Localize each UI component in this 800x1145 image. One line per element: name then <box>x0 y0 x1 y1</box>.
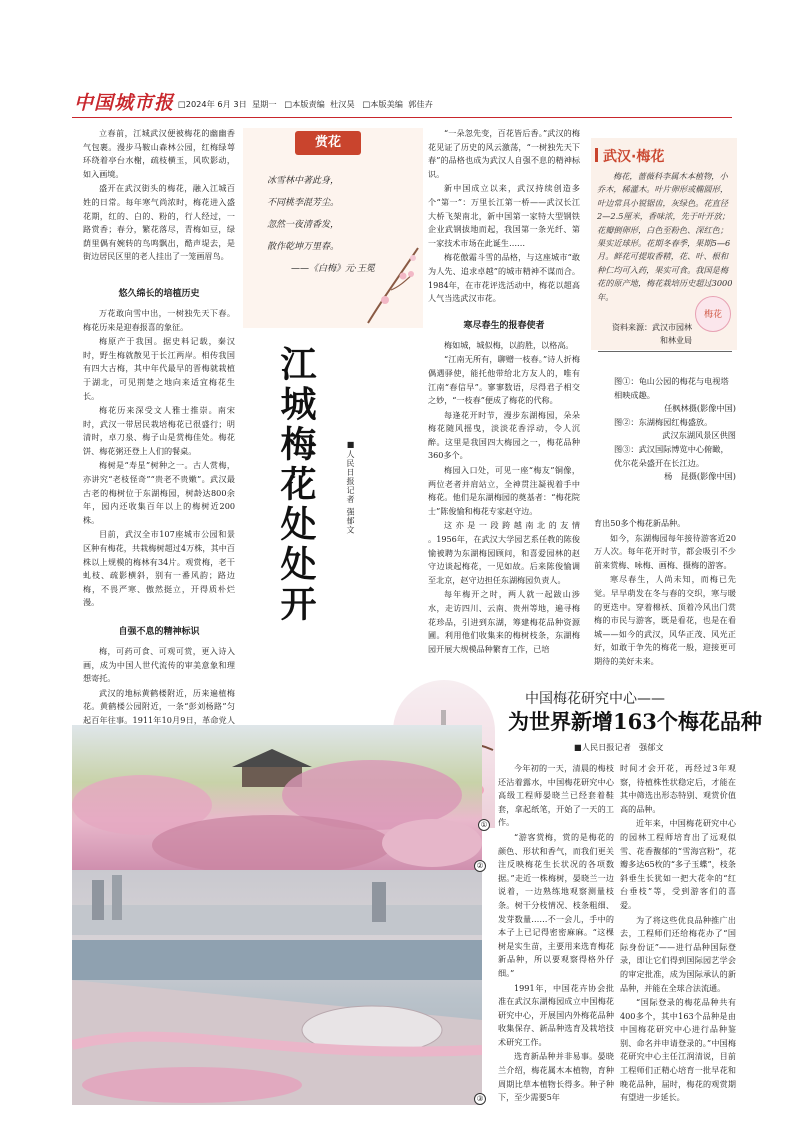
article-title: 为世界新增163个梅花品种 <box>508 709 762 734</box>
editor-name: 杜汉昊 <box>330 99 355 109</box>
photo-label-1: ① <box>478 819 490 831</box>
poem-text <box>267 170 375 280</box>
paragraph: 育出50多个梅花新品种。 <box>594 518 686 528</box>
paragraph: 今年初的一天，清晨的梅枝还沾着露水，中国梅花研究中心高级工程师晏晓兰已经套着鞋套，拿起纸笔，开始了一天的工作。 <box>498 763 614 828</box>
column-4 <box>594 517 736 670</box>
paragraph: “国际登录的梅花品种共有400多个，其中163个品种是由中国梅花研究中心进行品种鉴别、命名并申请登录的。”中国梅花研究中心主任江润清说，目前工程师们正精心培育一批早花和晚花品种，届时，梅花的观赏期有望进一步延长。 <box>620 997 736 1103</box>
article-column-b <box>620 762 736 1106</box>
paragraph: 武汉的地标黄鹤楼附近，历来遍植梅花。黄鹤楼公园附近，一条“彭刘杨路”匀起百年往事。1911年10月9日，革命党人 <box>83 687 235 725</box>
paragraph: 每逢花开时节，漫步东湖梅园，朵朵梅花随风摇曳，淡淡花香浮动，令人沉醉。这里是我国四大梅园之一，梅花品种360多个。 <box>428 409 580 461</box>
paragraph: “一朵忽先变，百花皆后香。”武汉的梅花见证了历史的风云激荡，“一树独先天下春”的品格也成为武汉人自强不息的精神标识。 <box>428 128 580 179</box>
sidebar-source: 资料来源：武汉市园林和林业局 <box>612 323 692 345</box>
section-heading: 悠久绵长的培植历史 <box>118 288 200 299</box>
paragraph: 新中国成立以来，武汉持续创造多个“第一”：万里长江第一桥——武汉长江大桥飞架南北，新中国第一家特大型钢铁企业武钢拔地而起，我国第一条光纤、第一家技术市场在此诞生…… <box>428 183 580 248</box>
paragraph: 梅，可药可食、可观可赏，更入诗入画，成为中国人世代流传的审美意象和理想寄托。 <box>83 646 235 684</box>
expo-center-illustration <box>72 870 482 1105</box>
caption-2-credit: 武汉东湖风景区供图 <box>662 430 736 441</box>
header-rule <box>72 117 732 118</box>
sidebar-box <box>591 138 737 350</box>
article-kicker: 中国梅花研究中心—— <box>525 691 665 707</box>
paragraph: “江南无所有，聊赠一枝春。”诗人折梅偶遇驿使，能托他带给北方友人的，唯有江南“春信早”。寥寥数语，尽得君子相交之妙，“一枝春”便成了梅花的代称。 <box>428 354 580 406</box>
sidebar-title: 武汉·梅花 <box>603 149 665 165</box>
paragraph: 梅原产于我国。据史料记载，秦汉时，野生梅就散见于长江两岸。相传我国有四大古梅，其中年代最早的晋梅就栽植于湖北，可见荆楚之地向来适宜梅花生长。 <box>83 336 235 401</box>
plum-branch-decoration <box>363 238 423 328</box>
poem-line: 散作乾坤万里春。 <box>267 242 340 252</box>
photo-captions <box>614 375 736 484</box>
paragraph: 梅花傲霜斗雪的品格，与这座城市“敢为人先、追求卓越”的城市精神不谋而合。1984年，在市花评选活动中，梅花以超高人气当选武汉市花。 <box>428 252 580 304</box>
header-info <box>178 99 433 110</box>
photo-plum-garden <box>72 725 482 870</box>
paragraph: 寒尽春生，人尚未知，而梅已先觉。早早萌发在冬与春的交织，寒与暖的更迭中。穿着棉袄、顶着冷风出门赏梅的市民与游客，既是看花，也是在看城——如今的武汉，风华正茂、风光正好，如敢于争先的梅花一般，迎接更可期待的美好未来。 <box>594 574 736 666</box>
paragraph: 梅园入口处，可见一座“梅友”铜像，两位老者并肩站立，全神贯注凝视着手中梅花。他们是东湖梅园的奠基者：“梅花院士”陈俊愉和梅花专家赵守边。 <box>428 465 580 516</box>
paragraph: 立春前，江城武汉便被梅花的幽幽香气包裹。漫步马鞍山森林公园，红梅绿萼环绕着亭台水榭，疏枝横玉，风吹影动，如入画境。 <box>83 128 235 179</box>
column-1 <box>83 127 235 783</box>
section-heading: 自强不息的精神标识 <box>118 627 200 637</box>
paragraph: 盛开在武汉街头的梅花，融入江城百姓的日常。每年寒气尚浓时，梅花进入盛花期，红的、白的、粉的，行人经过，一路赏香；春分，繁花落尽，青梅如豆，绿荫里偶有婉转的鸟鸣飘出，酷声堤去，是街边居民区里的老人挂出了一笼画眉鸟。 <box>83 183 235 262</box>
paragraph: 梅树是“寿星”树种之一。古人赏梅，亦讲究“老枝怪奇”“贵老不贵嫩”。武汉最古老的梅树位于东湖梅园，树龄达800余年，园内还收集百年以上的梅树近200株。 <box>83 460 235 525</box>
caption-3-credit: 杨 昆摄(影像中国) <box>664 471 736 482</box>
poem-tag: 赏花 <box>295 131 361 155</box>
paragraph: 万花敢向雪中出，一树独先天下春。梅花历来是迎春报喜的象征。 <box>83 307 235 332</box>
paragraph: 近年来，中国梅花研究中心的园林工程师培育出了远观似雪、花香馥郁的“雪海宫粉”，花瓣多达65枚的“多子玉蝶”，枝条斜垂生长犹如一把大花伞的“红台垂枝”等，受到游客们的喜爱。 <box>620 818 736 910</box>
poem-source: ——《白梅》元·王冕 <box>291 264 375 274</box>
paragraph: 梅如城，城似梅，以韵胜，以格高。 <box>444 339 574 350</box>
masthead <box>74 88 174 115</box>
editor-label: □本版责编 <box>284 99 325 109</box>
section-heading: 寒尽春生的报春使者 <box>463 320 545 331</box>
poem-box <box>243 128 423 328</box>
weekday: 星期一 <box>251 99 277 109</box>
designer-name: 郭佳卉 <box>408 99 433 109</box>
paragraph: 每年梅开之时，两人就一起跋山涉水，走访四川、云南、贵州等地，遍寻梅花珍品，引进到东湖，筹建梅花品种资源圃。利用他们收集来的梅树枝条，东湖梅园开展大规模品种繁育工作，已培 <box>428 589 580 654</box>
issue-date: □2024年 6月 3日 <box>178 99 247 109</box>
caption-1-credit: 任枫林摄(影像中国) <box>664 403 736 414</box>
paragraph: 如今，东湖梅园每年接待游客近20万人次。每年花开时节，都会吸引不少前来赏梅、咏梅、画梅、摄梅的游客。 <box>594 532 736 570</box>
article-column-a <box>498 762 614 1106</box>
main-byline: ■人民日报记者 强郁文 <box>346 440 355 535</box>
main-title: 江城梅花处处开 <box>275 345 316 625</box>
caption-1: 图①：龟山公园的梅花与电视塔相映成趣。 <box>614 376 729 400</box>
photo-label-3: ③ <box>474 1093 486 1105</box>
paragraph: “游客赏梅，赏的是梅花的颜色、形状和香气，而我们更关注反映梅花生长状况的各项数据。”走近一株梅树，晏晓兰一边说着，一边熟练地观察测量枝条。树干分枝情况、枝条粗细、发芽数量……不一会儿，手中的本子上已记得密密麻麻。“这棵树是实生苗，主要用来选育梅花新品种，所以要观察得格外仔细。” <box>498 831 614 978</box>
caption-2: 图②：东湖梅园红梅盛放。 <box>614 416 713 427</box>
designer-label: □本版美编 <box>362 99 403 109</box>
photo-label-2: ② <box>474 860 486 872</box>
sidebar-marker <box>595 148 598 162</box>
poem-line: 冰雪林中著此身， <box>267 176 340 186</box>
paragraph: 时间才会开花，再经过3年观察，待植株性状稳定后，才能在其中筛选出形态特别、观赏价值高的品种。 <box>620 763 736 814</box>
sidebar-text: 梅花，蔷薇科李属木本植物，小乔木，稀灌木。叶片卵形或椭圆形，叶边常具小锐锯齿，灰绿色。花直径2—2.5厘米，香味浓，先于叶开放；花瓣倒卵形，白色至粉色、深红色；果实近球形。花期冬春季，果期5—6月。鲜花可提取香精，花、叶、根和种仁均可入药，果实可食。我国是梅花的原产地，梅花栽培历史超过3000年。 <box>597 171 733 302</box>
paragraph: 目前，武汉全市107座城市公园和景区种有梅花，共栽梅树超过4万株，其中百株以上规模的梅林有34片。观赏梅，老干虬枝、疏影横斜，别有一番风韵；路边梅，不畏严寒、傲然挺立，开得质朴烂漫。 <box>83 529 235 608</box>
paragraph: 梅花历来深受文人雅士推崇。南宋时，武汉一带居民栽培梅花已很盛行；明清时，卓刀泉、梅子山是赏梅佳处。梅花饼、梅花粥还登上人们的餐桌。 <box>83 405 235 456</box>
paragraph: 这 亦 是 一 段 跨 越 南 北 的 友 情 。1956年，在武汉大学园艺系任教的陈俊愉被聘为东湖梅园顾问，和喜爱园林的赵守边谈起梅花，一见如故。后来陈俊愉调至北京，赵守边担任东湖梅园负责人。 <box>428 520 580 585</box>
caption-3: 图③：武汉国际博览中心俯瞰，优尔花朵盛开在长江边。 <box>614 443 729 468</box>
paragraph: 选育新品种并非易事。晏晓兰介绍，梅花属木本植物，育种周期比草本植物长得多。种子种下，至少需要5年 <box>498 1051 614 1103</box>
plum-garden-illustration <box>72 725 482 870</box>
paragraph: 1991年，中国花卉协会批准在武汉东湖梅园成立中国梅花研究中心，开展国内外梅花品种收集保存、新品种选育及栽培技术研究工作。 <box>498 982 614 1047</box>
paragraph: 为了将这些优良品种推广出去，工程师们还给梅花办了“国际身份证”——进行品种国际登录，即让它们得到国际园艺学会的审定批准，成为国际承认的新品种，并能在全球合法流通。 <box>620 914 736 993</box>
column-3 <box>428 127 580 657</box>
article-byline: ■人民日报记者 强郁文 <box>574 742 664 752</box>
poem-line: 不同桃李混芳尘。 <box>267 198 340 208</box>
flower-stamp: 梅花 <box>695 296 731 332</box>
poem-line: 忽然一夜清香发， <box>267 220 340 230</box>
photo-expo-center <box>72 870 482 1105</box>
newspaper-logo: 中国城市报 <box>74 92 175 114</box>
divider <box>598 351 732 352</box>
